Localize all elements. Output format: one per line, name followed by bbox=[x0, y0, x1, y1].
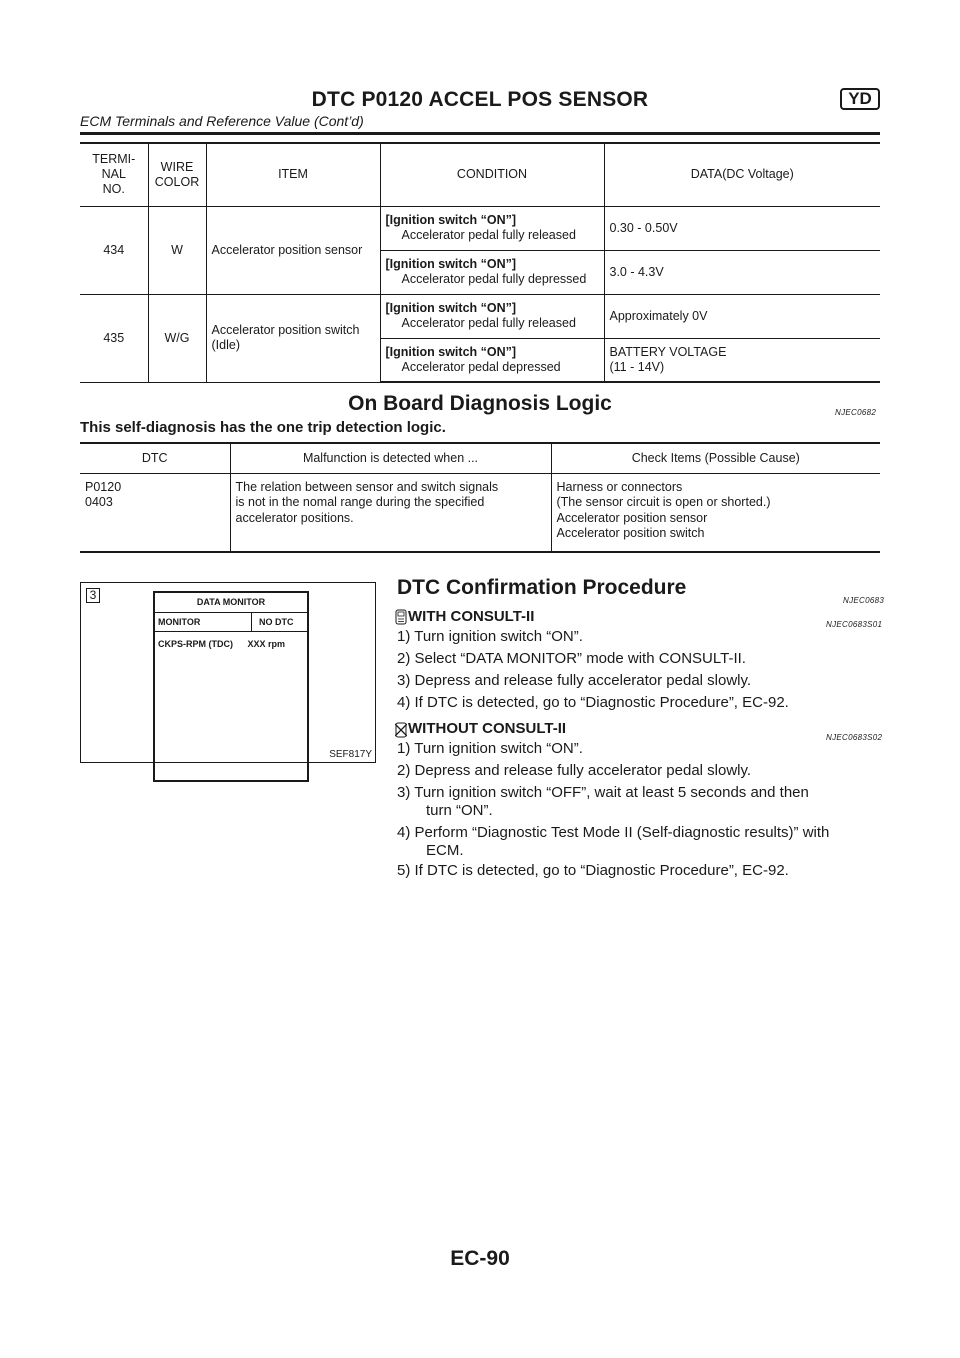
monitor-value: XXX rpm bbox=[247, 639, 286, 649]
consult-screen bbox=[153, 591, 309, 782]
monitor-label: MONITOR bbox=[158, 617, 201, 627]
item-cell: Accelerator position sensor bbox=[206, 206, 380, 294]
item-cell: Accelerator position switch (Idle) bbox=[206, 294, 380, 382]
procedure-step: 3) Depress and release fully accelerator pedal slowly. bbox=[397, 672, 752, 689]
header-wire-color: WIRE COLOR bbox=[148, 143, 206, 206]
consult-tool-icon bbox=[395, 609, 407, 625]
data-cell: 0.30 - 0.50V bbox=[604, 206, 880, 250]
check-items-cell: Harness or connectors (The sensor circuit is open or shorted.) Accelerator position sensor Accelerator position switch bbox=[551, 473, 880, 552]
data-cell: 3.0 - 4.3V bbox=[604, 250, 880, 294]
section-title-confirmation: DTC Confirmation Procedure bbox=[397, 576, 687, 599]
diagnosis-logic-table bbox=[80, 442, 880, 553]
condition-cell: [Ignition switch “ON”] Accelerator pedal fully released bbox=[380, 206, 604, 250]
table-header-row bbox=[80, 143, 880, 206]
header-check-items: Check Items (Possible Cause) bbox=[551, 443, 880, 473]
without-consult-heading: WITHOUT CONSULT-II bbox=[408, 720, 567, 737]
data-cell: BATTERY VOLTAGE (11 - 14V) bbox=[604, 338, 880, 382]
engine-code-badge: YD bbox=[840, 88, 880, 110]
no-consult-tool-icon bbox=[395, 722, 407, 738]
subsection-ref-code: NJEC0683S01 bbox=[826, 620, 883, 629]
page-title: DTC P0120 ACCEL POS SENSOR bbox=[311, 88, 649, 111]
header-data: DATA(DC Voltage) bbox=[604, 143, 880, 206]
wire-color: W bbox=[148, 206, 206, 294]
terminal-number: 435 bbox=[80, 294, 148, 382]
table-row bbox=[80, 473, 880, 552]
table-row bbox=[80, 206, 880, 250]
dtc-cell: P0120 0403 bbox=[80, 473, 230, 552]
header-rule bbox=[80, 132, 880, 135]
header-terminal: TERMI- NAL NO. bbox=[80, 143, 148, 206]
procedure-step: 2) Select “DATA MONITOR” mode with CONSULT-II. bbox=[397, 650, 746, 667]
monitor-item-row bbox=[158, 639, 285, 649]
header-condition: CONDITION bbox=[380, 143, 604, 206]
condition-cell: [Ignition switch “ON”] Accelerator pedal fully depressed bbox=[380, 250, 604, 294]
section-title-obd-logic: On Board Diagnosis Logic bbox=[348, 392, 612, 415]
table-row bbox=[80, 294, 880, 338]
subsection-ref-code: NJEC0683S02 bbox=[826, 733, 883, 742]
data-cell: Approximately 0V bbox=[604, 294, 880, 338]
dtc-status: NO DTC bbox=[259, 617, 294, 627]
procedure-step: 2) Depress and release fully accelerator pedal slowly. bbox=[397, 762, 752, 779]
data-monitor-figure bbox=[80, 582, 376, 763]
screen-divider bbox=[251, 613, 252, 631]
screen-subheader bbox=[155, 613, 307, 632]
monitor-item: CKPS-RPM (TDC) bbox=[158, 639, 233, 649]
section-ref-code: NJEC0682 bbox=[835, 408, 877, 417]
procedure-step: 1) Turn ignition switch “ON”. bbox=[397, 628, 583, 645]
terminal-number: 434 bbox=[80, 206, 148, 294]
condition-cell: [Ignition switch “ON”] Accelerator pedal fully released bbox=[380, 294, 604, 338]
procedure-step: 1) Turn ignition switch “ON”. bbox=[397, 740, 583, 757]
wire-color: W/G bbox=[148, 294, 206, 382]
figure-number: 3 bbox=[86, 588, 100, 603]
detection-logic-note: This self-diagnosis has the one trip detection logic. bbox=[80, 419, 446, 436]
figure-caption: SEF817Y bbox=[329, 749, 372, 760]
condition-cell: [Ignition switch “ON”] Accelerator pedal depressed bbox=[380, 338, 604, 382]
page-number: EC-90 bbox=[450, 1247, 510, 1270]
malfunction-cell: The relation between sensor and switch signals is not in the nomal range during the specified accelerator positions. bbox=[230, 473, 551, 552]
page-subtitle: ECM Terminals and Reference Value (Cont’d) bbox=[80, 113, 364, 129]
screen-title: DATA MONITOR bbox=[155, 593, 307, 613]
section-ref-code: NJEC0683 bbox=[843, 596, 885, 605]
table-header-row bbox=[80, 443, 880, 473]
header-malfunction: Malfunction is detected when ... bbox=[230, 443, 551, 473]
header-dtc: DTC bbox=[80, 443, 230, 473]
procedure-step: 5) If DTC is detected, go to “Diagnostic Procedure”, EC-92. bbox=[397, 862, 789, 879]
header-item: ITEM bbox=[206, 143, 380, 206]
terminal-reference-table bbox=[80, 142, 880, 383]
procedure-step: 4) Perform “Diagnostic Test Mode II (Self-diagnostic results)” with ECM. bbox=[397, 824, 830, 859]
procedure-step: 4) If DTC is detected, go to “Diagnostic Procedure”, EC-92. bbox=[397, 694, 789, 711]
with-consult-heading: WITH CONSULT-II bbox=[408, 608, 535, 625]
procedure-step: 3) Turn ignition switch “OFF”, wait at least 5 seconds and then turn “ON”. bbox=[397, 784, 809, 819]
